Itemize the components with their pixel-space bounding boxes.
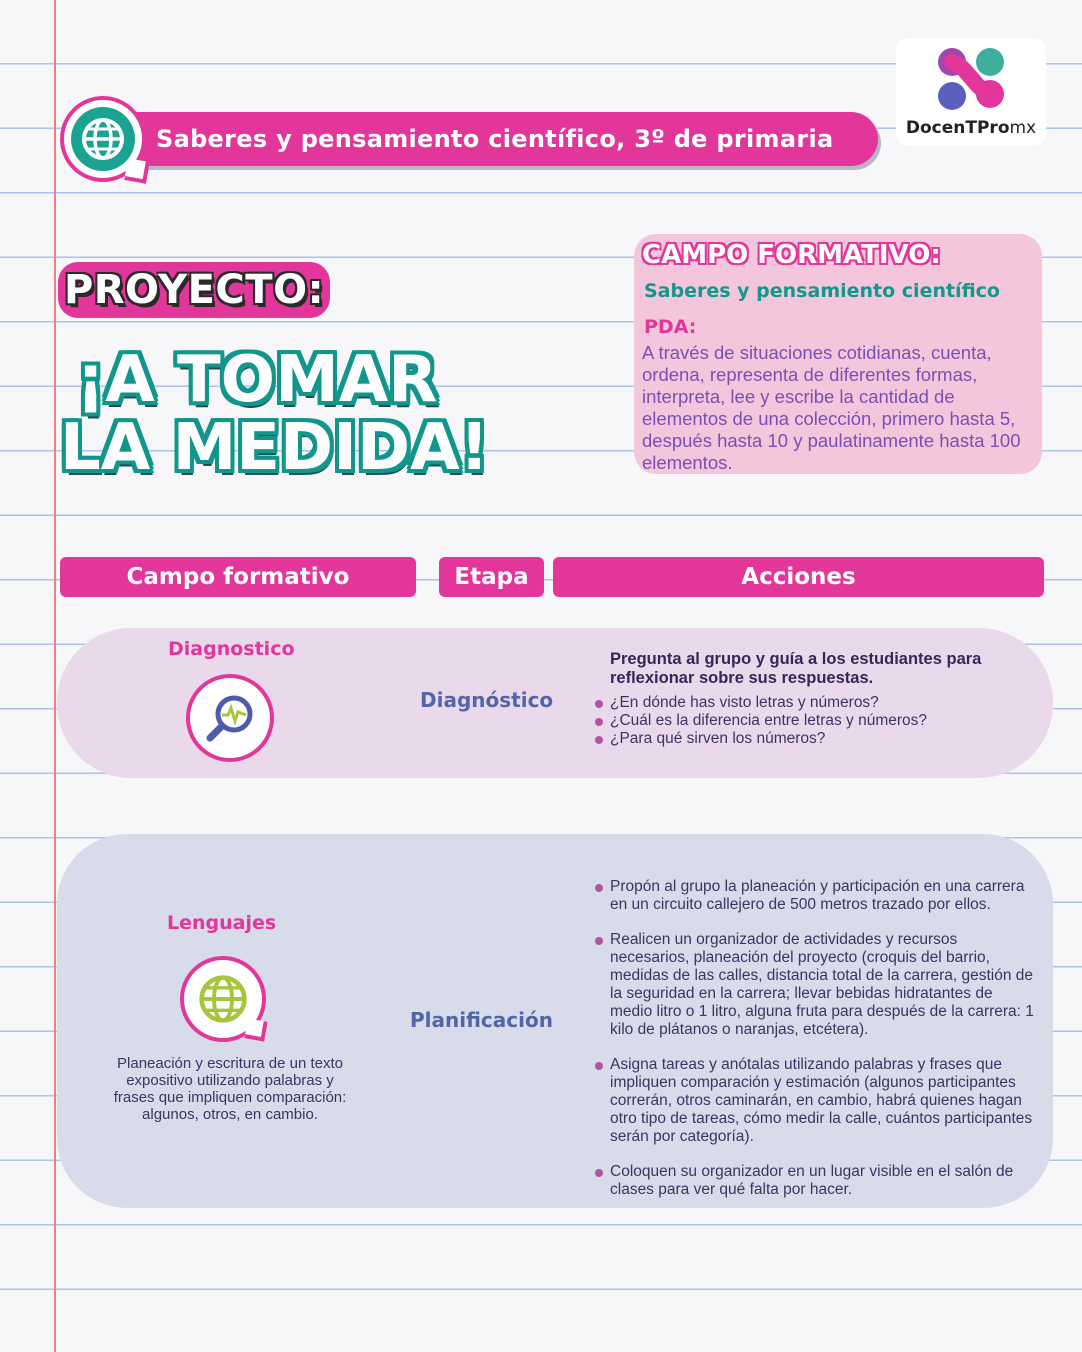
row-lead-text: Pregunta al grupo y guía a los estudiantes para reflexionar sobre sus respuestas. — [610, 650, 982, 687]
header-banner — [96, 112, 878, 166]
project-label-pill — [58, 262, 330, 318]
row-actions — [594, 650, 994, 748]
pda-text: A través de situaciones cotidianas, cuenta, ordena, representa de diferentes formas, interpreta, lee y escribe la cantidad de elementos de una colección, primero hasta 5, después hasta 10 y paulatinamente hasta 100 elementos. — [642, 342, 1021, 473]
row-area-title: Diagnostico — [168, 638, 295, 660]
project-title-line2: LA MEDIDA! — [60, 411, 489, 485]
question-list — [594, 694, 994, 748]
row-area-title: Lenguajes — [167, 912, 277, 934]
pda-label: PDA: — [644, 316, 697, 338]
globe-icon — [180, 956, 266, 1042]
list-item: ¿Para qué sirven los números? — [594, 730, 994, 748]
header-campo-formativo: Campo formativo — [60, 557, 416, 597]
action-list — [594, 878, 1034, 1199]
list-item: Propón al grupo la planeación y participación en una carrera en un circuito callejero de 500 metros trazado por ellos. — [594, 878, 1034, 914]
magnifier-icon — [186, 674, 274, 762]
campo-formativo-label: CAMPO FORMATIVO: — [642, 240, 941, 270]
project-label: PROYECTO: — [63, 267, 325, 313]
header-title: Saberes y pensamiento científico, 3º de primaria — [156, 125, 834, 153]
logo-mark-icon — [932, 44, 1012, 112]
list-item: ¿Cuál es la diferencia entre letras y números? — [594, 712, 994, 730]
row-note: Planeación y escritura de un texto expositivo utilizando palabras y frases que impliquen comparación: algunos, otros, en cambio. — [113, 1055, 347, 1123]
campo-formativo-value: Saberes y pensamiento científico — [644, 280, 1000, 302]
row-actions — [594, 878, 1034, 1216]
header-etapa: Etapa — [439, 557, 544, 597]
list-item: Asigna tareas y anótalas utilizando palabras y frases que impliquen comparación y estimación (algunos participantes correrán, otros caminarán, en cambio, habrá quienes hagan otro tipo de tareas, cómo medir la calle, cuántos participantes serán por categoría). — [594, 1056, 1034, 1146]
globe-icon — [60, 96, 146, 182]
list-item: ¿En dónde has visto letras y números? — [594, 694, 994, 712]
row-stage: Planificación — [410, 1008, 553, 1032]
list-item: Realicen un organizador de actividades y recursos necesarios, planeación del proyecto (croquis del barrio, medidas de las calles, distancia total de la carrera, gestión de la seguridad en la carrera; llevar bebidas hidratantes de medio litro o 1 litro, alguna fruta para después de la carrera: 1 kilo de plátanos o naranjas, etcétera). — [594, 931, 1034, 1039]
header-acciones: Acciones — [553, 557, 1044, 597]
list-item: Coloquen su organizador en un lugar visible en el salón de clases para ver qué falta por hacer. — [594, 1163, 1034, 1199]
notebook-margin-line — [54, 0, 56, 1352]
project-title — [60, 343, 520, 485]
logo-text: DocenTPromx — [905, 118, 1037, 138]
project-title-line1: ¡A TOMAR — [76, 343, 438, 417]
docentpro-logo — [896, 38, 1046, 146]
row-stage: Diagnóstico — [420, 688, 554, 712]
